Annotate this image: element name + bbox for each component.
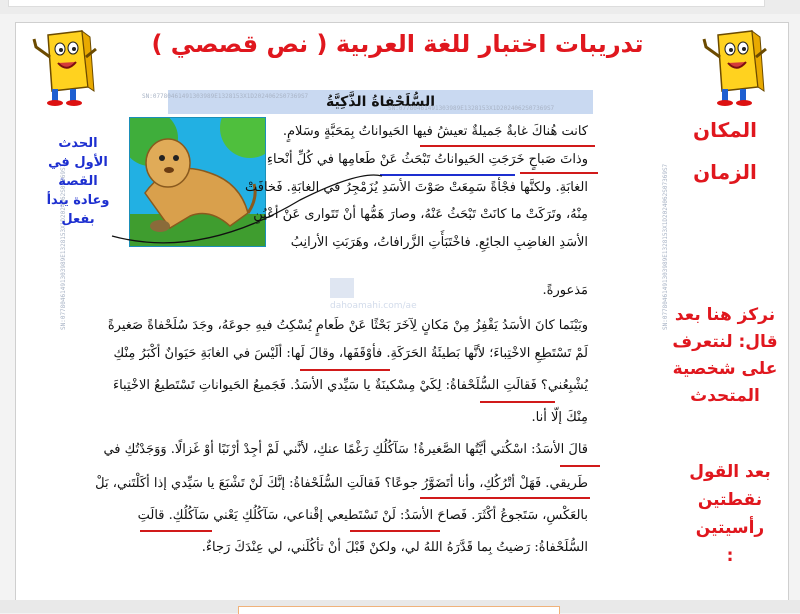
underline-first-event (380, 174, 515, 176)
story-line-5: الأسَدِ الغاضِبِ الجائِعِ. فاخْتَبَأَتِ الزَّرافاتُ، وهَرَبَتِ الأرانِبُ (290, 235, 588, 250)
serial-left: SN:07780461491303989E1328153X1D2024062S07369S7 (142, 93, 309, 100)
story-line-11: قالَ الأسَدُ: اسْكُتي أيَّتُها الصَّغيرةُ! سَآكُلُكِ رَغْمًا عنكِ، لأنَّني لَمْ أجِدْ أرْنَبًا أوْ غَزالًا. وَوَجَدْتُكِ في (103, 442, 588, 457)
first-event-line-3: القصة (58, 174, 98, 189)
focus-line-2: قال: لنتعرف (672, 332, 778, 352)
first-event-line-1: الحدث (58, 136, 98, 151)
mascot-right-icon (700, 27, 770, 107)
serial-vertical-right: SN:07780461491303989E1328153X1D2024062S07369S7 (662, 163, 669, 330)
bottom-page-strip (0, 600, 800, 613)
mascot-left-icon (30, 27, 100, 107)
story-line-4: مِنْهُ، وتَرَكَتْ ما كانَتْ تَبْحَثُ عَنْهُ، وصارَ هَمُّها أنْ تَتَوارى عَنْ أعْيُنِ (253, 207, 588, 222)
story-line-6: مَذعورةً. (542, 283, 588, 298)
story-line-2: وذاتَ صَباحٍ خَرَجَتِ الحَيواناتُ تَبْحَثُ عَنْ طَعامِها في كُلِّ أنْحاءِ (266, 152, 588, 167)
underline-said-1 (300, 369, 390, 371)
colon-line-4: : (726, 546, 734, 566)
underline-said-4 (420, 497, 590, 499)
story-line-7: وبَيْنَما كانَ الأسَدُ يَقْفِزُ مِنْ مَكانٍ لِآخَرَ بَحْثًا عَنْ طَعامٍ يُسْكِتُ فيهِ جوعَهُ، وجَدَ سُلَحْفاةً صَغيرةً (107, 318, 588, 333)
first-event-line-5: بفعل (61, 212, 95, 227)
underline-colon-1 (350, 530, 440, 532)
underline-said-3 (560, 465, 600, 467)
story-line-3: الغابَةِ. ولكنَّها فجْأةً سَمِعَتْ صَوْتَ الأسَدِ يُزَمْجِرُ في الغابَةِ. فَخافَتْ (244, 180, 588, 195)
underline-place (420, 145, 595, 147)
underline-time (520, 172, 598, 174)
focus-line-4: المتحدث (690, 386, 760, 406)
colon-line-1: بعد القول (689, 462, 771, 482)
annotation-focus-speaker (660, 302, 790, 410)
underline-said-2 (480, 401, 555, 403)
annotation-first-event (38, 134, 118, 229)
annotation-time: الزمان (693, 160, 757, 184)
underline-colon-2 (140, 530, 212, 532)
worksheet-title: تدريبات اختبار للغة العربية ( نص قصصي ) (151, 30, 644, 58)
previous-page-edge (8, 0, 765, 7)
annotation-colon (675, 458, 785, 570)
serial-vertical-left: SN:07780461491303989E1328153X1D2024062S07369S7 (60, 163, 67, 330)
story-line-13: بالعَكْسِ، سَتَجوعُ أكْثَرَ. فَصاحَ الأسَدُ: لَنْ تَسْتَطيعي إقْناعي، سَآكُلُكِ يَعْني سَآكُلُكِ. قالَتِ (137, 508, 588, 523)
story-line-14: السُّلَحْفاةُ: رَضيتُ بِما قَدَّرَهُ اللهُ لي، ولكنْ قَبْلَ أنْ تأكُلَني، لي عِنْدَكَ رَجاءٌ. (201, 540, 588, 555)
story-line-1: كانت هُناكَ غابةٌ جَميلةٌ تعيشُ فيها الحَيواناتُ بِمَحَبَّةٍ وسَلامٍ. (282, 124, 588, 139)
watermark-text: dahoamahi.com/ae (330, 301, 417, 311)
annotation-place: المكان (693, 118, 757, 142)
colon-line-2: نقطتين (697, 490, 763, 510)
story-line-10: مِنْكَ إلّا أنا. (531, 410, 588, 425)
story-title: السُّلَحْفاةُ الذَّكِيَّةُ (325, 94, 436, 110)
story-line-9: يُشْبِعُني؟ فَقالَتِ السُّلَحْفاةُ: لِكَيْ مِسْكينَةٌ يا سَيِّدي الأسَدُ. فَجَميعُ الحَيواناتِ تَسْتَطيعُ الاخْتِباءَ (112, 378, 588, 393)
colon-line-3: رأسيتين (695, 518, 765, 538)
serial-right: SN:07780461491303989E1328153X1D2024062S07369S7 (388, 105, 555, 112)
first-event-line-2: الأول في (48, 155, 108, 170)
focus-line-1: نركز هنا بعد (674, 305, 776, 325)
watermark (330, 278, 417, 318)
story-line-12: طَريقي. فَهَلْ أتْرُكُكِ، وأنا أتَضَوَّرُ جوعًا؟ فَقالَتِ السُّلَحْفاةُ: إنَّكَ لَنْ تَشْبَعَ يا سَيِّدي إذا أكَلْتَني، بَلْ (95, 476, 588, 491)
first-event-line-4: وعادة يبدأ (46, 193, 110, 208)
story-line-8: لَمْ تَسْتَطِعِ الاخْتِباءَ؛ لأنَّها بَطيئَةُ الحَرَكَةِ. فأوْقَفَها، وقالَ لَها: ألَيْسَ في الغابَةِ حَيَوانٌ أكْبَرُ مِنْكِ (113, 346, 588, 361)
top-page-strip (0, 0, 800, 14)
focus-line-3: على شخصية (672, 359, 778, 379)
